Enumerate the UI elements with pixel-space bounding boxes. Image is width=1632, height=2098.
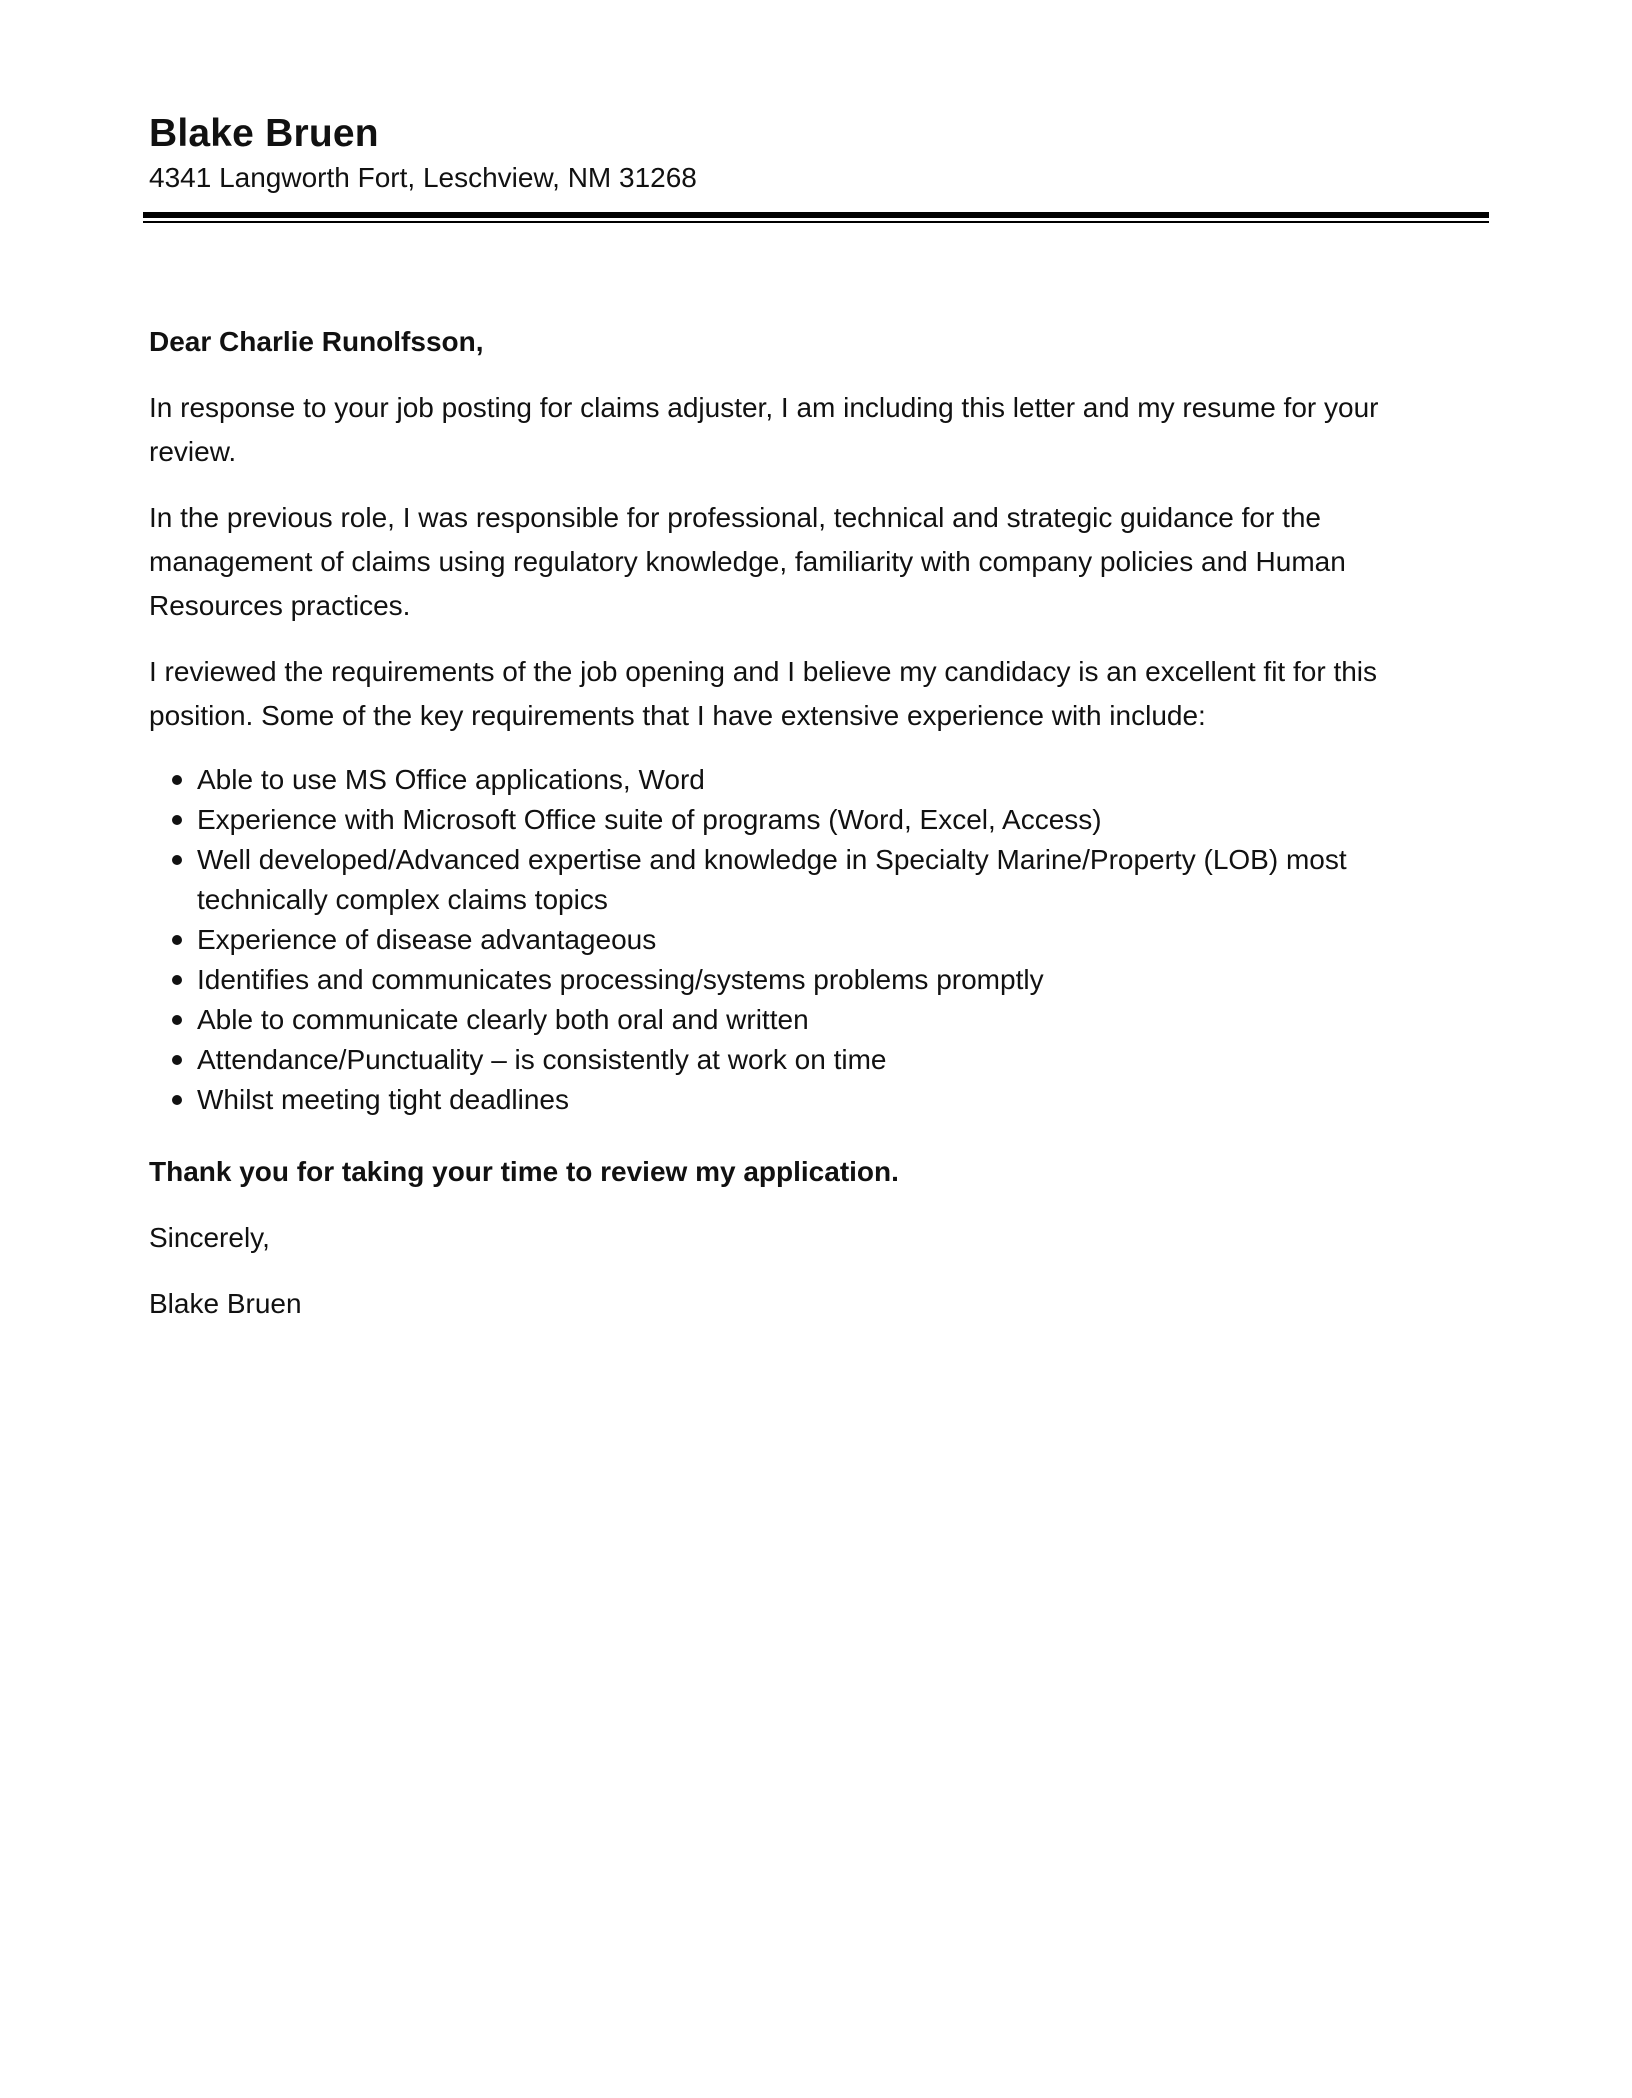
paragraph-intro: In response to your job posting for claims adjuster, I am including this letter and my resume for your review. <box>149 392 1379 467</box>
list-item-text: Able to communicate clearly both oral and written <box>197 1004 809 1035</box>
paragraph-requirements-intro: I reviewed the requirements of the job opening and I believe my candidacy is an excellent fit for this position. Some of the key requirements that I have extensive experience with include: <box>149 656 1378 731</box>
bullet-icon <box>172 975 182 985</box>
list-item-text: Able to use MS Office applications, Word <box>197 764 705 795</box>
bullet-icon <box>172 1055 182 1065</box>
list-item <box>149 800 1419 840</box>
list-item <box>149 840 1419 920</box>
list-item <box>149 920 1419 960</box>
bullet-icon <box>172 855 182 865</box>
bullet-icon <box>172 935 182 945</box>
header-divider <box>143 212 1489 223</box>
list-item <box>149 760 1419 800</box>
closing: Sincerely, <box>149 1222 270 1253</box>
letter-header <box>149 110 1489 198</box>
sender-name: Blake Bruen <box>149 112 379 155</box>
sender-address: 4341 Langworth Fort, Leschview, NM 31268 <box>149 162 697 193</box>
paragraph-previous-role: In the previous role, I was responsible for professional, technical and strategic guidance for the management of claims using regulatory knowledge, familiarity with company policies and Human Resources practices. <box>149 502 1346 621</box>
letter-body <box>149 320 1419 1348</box>
list-item <box>149 1040 1419 1080</box>
list-item-text: Well developed/Advanced expertise and knowledge in Specialty Marine/Property (LOB) most technically complex claims topics <box>197 844 1347 915</box>
thank-you-line: Thank you for taking your time to review my application. <box>149 1156 899 1187</box>
list-item-text: Attendance/Punctuality – is consistently at work on time <box>197 1044 887 1075</box>
list-item <box>149 960 1419 1000</box>
bullet-icon <box>172 775 182 785</box>
list-item-text: Experience of disease advantageous <box>197 924 657 955</box>
list-item <box>149 1080 1419 1120</box>
bullet-icon <box>172 1095 182 1105</box>
bullet-icon <box>172 815 182 825</box>
bullet-icon <box>172 1015 182 1025</box>
salutation: Dear Charlie Runolfsson, <box>149 326 484 357</box>
requirements-list <box>149 760 1419 1120</box>
list-item-text: Experience with Microsoft Office suite of programs (Word, Excel, Access) <box>197 804 1102 835</box>
list-item <box>149 1000 1419 1040</box>
signature: Blake Bruen <box>149 1288 302 1319</box>
divider-thin-line <box>143 221 1489 223</box>
list-item-text: Whilst meeting tight deadlines <box>197 1084 569 1115</box>
list-item-text: Identifies and communicates processing/systems problems promptly <box>197 964 1044 995</box>
